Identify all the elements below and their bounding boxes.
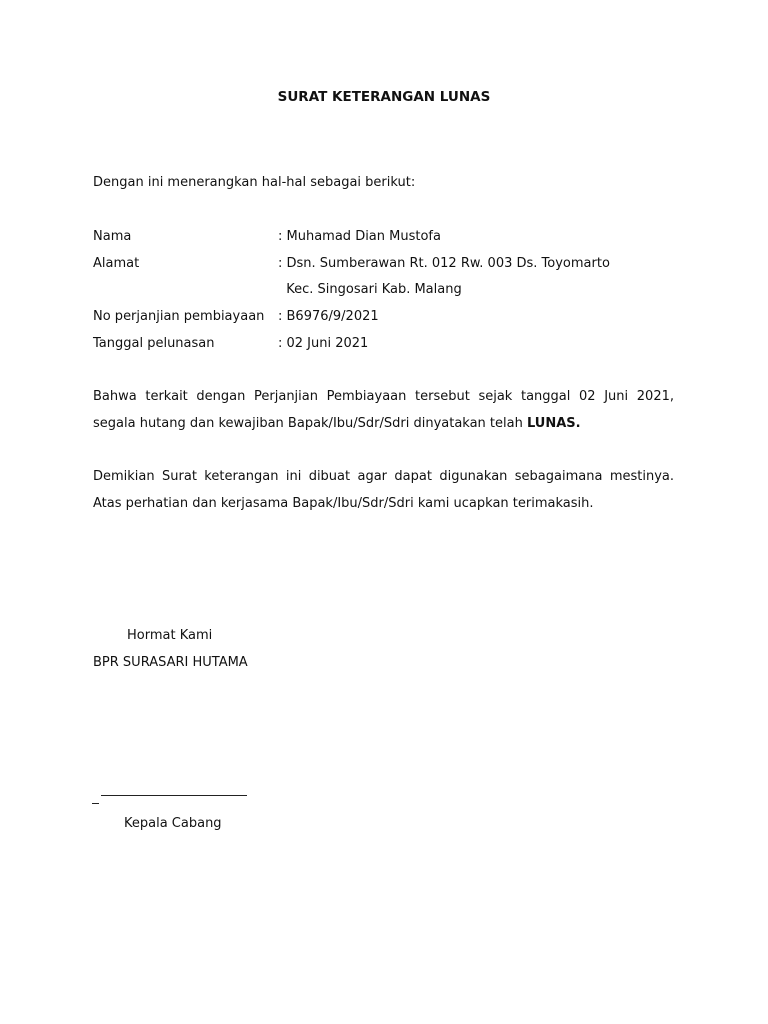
detail-fields bbox=[93, 228, 683, 361]
intro-text: Dengan ini menerangkan hal-hal sebagai berikut: bbox=[93, 175, 416, 190]
field-label-tanggal: Tanggal pelunasan bbox=[93, 335, 215, 351]
signature-line bbox=[101, 795, 247, 796]
field-value-no-perjanjian: : B6976/9/2021 bbox=[278, 309, 379, 325]
lunas-emphasis: LUNAS. bbox=[526, 415, 581, 431]
field-row-alamat-cont bbox=[93, 281, 683, 308]
field-value-alamat-cont: Kec. Singosari Kab. Malang bbox=[278, 282, 462, 298]
field-row-nama bbox=[93, 228, 683, 255]
paragraph-settlement bbox=[93, 384, 674, 437]
field-row-tanggal bbox=[93, 335, 683, 362]
field-label-nama: Nama bbox=[93, 229, 132, 244]
field-label-alamat: Alamat bbox=[93, 255, 140, 271]
paragraph-settlement-text: Bahwa terkait dengan Perjanjian Pembiayaan tersebut sejak tanggal 02 Juni 2021, segala hutang dan kewajiban Bapak/Ibu/Sdr/Sdri dinyatakan telah bbox=[93, 389, 674, 431]
field-value-nama: : Muhamad Dian Mustofa bbox=[278, 229, 441, 244]
field-label-alamat-cont bbox=[93, 281, 278, 308]
field-row-alamat bbox=[93, 255, 683, 282]
signatory-position: Kepala Cabang bbox=[124, 816, 222, 831]
field-label-no-perjanjian: No perjanjian pembiayaan bbox=[93, 309, 265, 325]
field-row-no-perjanjian bbox=[93, 308, 683, 335]
document-title: SURAT KETERANGAN LUNAS bbox=[277, 89, 491, 105]
company-name: BPR SURASARI HUTAMA bbox=[93, 655, 248, 670]
paragraph-closing: Demikian Surat keterangan ini dibuat agar dapat digunakan sebagaimana mestinya. Atas perhatian dan kerjasama Bapak/Ibu/Sdr/Sdri kami ucapkan terimakasih. bbox=[93, 469, 674, 511]
greeting: Hormat Kami bbox=[127, 628, 213, 643]
field-value-alamat: : Dsn. Sumberawan Rt. 012 Rw. 003 Ds. Toyomarto bbox=[278, 255, 610, 271]
field-value-tanggal: : 02 Juni 2021 bbox=[278, 335, 369, 351]
signature-line-tick bbox=[92, 803, 99, 804]
